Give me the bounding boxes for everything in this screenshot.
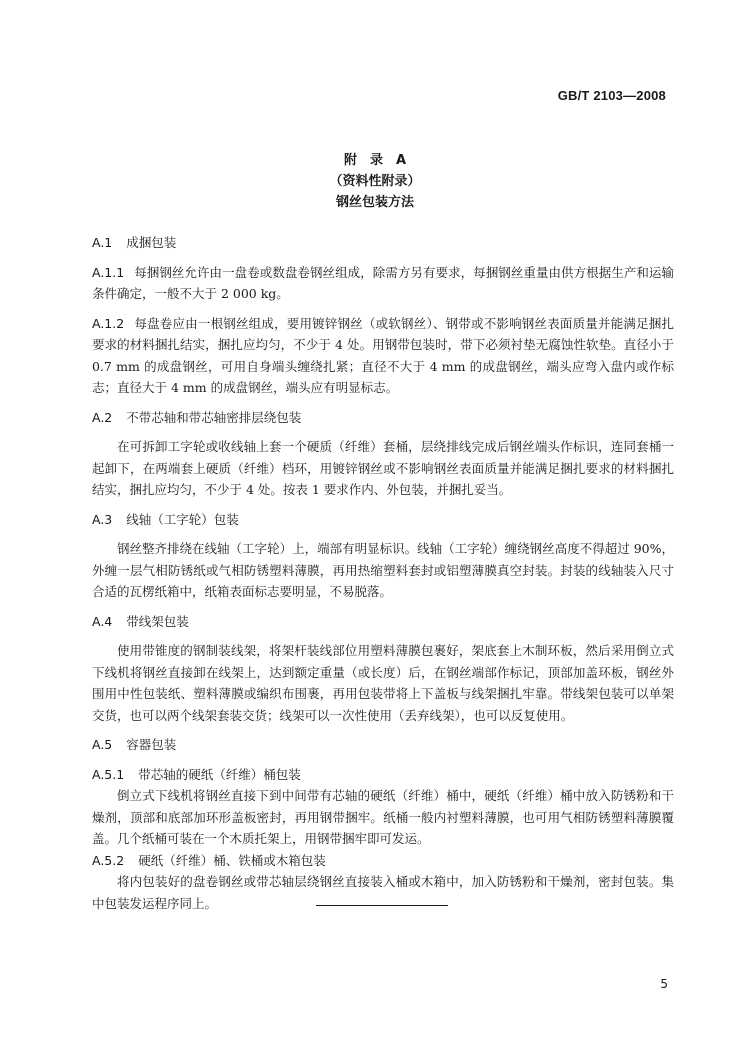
section-title: 不带芯轴和带芯轴密排层绕包装: [126, 409, 302, 425]
section-title: 成捆包装: [126, 235, 177, 250]
clause-text: 每盘卷应由一根钢丝组成，要用镀锌钢丝（或软钢丝）、钢带或不影响钢丝表面质量并能满足捆扎要求的材料捆扎结实，捆扎应均匀，不少于 4 处。用钢带包装时，带下必须衬垫无腐蚀性软垫。直径小于 0.7 mm 的成盘钢丝，可用自身端头缠绕扎紧；直径不大于 4 mm 的成盘钢丝，端头应弯入盘内或作标志；直径大于 4 mm 的成盘钢丝，端头应有明显标志。: [92, 315, 674, 395]
clause-a11: [92, 262, 674, 305]
section-number: A.4: [92, 613, 113, 629]
clause-number: A.5.2: [92, 852, 125, 868]
section-number: A.1: [92, 235, 113, 250]
clause-title: 带芯轴的硬纸（纤维）桶包装: [138, 766, 301, 782]
clause-title: 硬纸（纤维）桶、铁桶或木箱包装: [138, 852, 326, 868]
end-rule: [316, 905, 448, 906]
section-a2-text: 在可拆卸工字轮或收线轴上套一个硬质（纤维）套桶，层绕排线完成后钢丝端头作标识，连同套桶一起卸下，在两端套上硬质（纤维）档环，用镀锌钢丝或不影响钢丝表面质量并能满足捆扎要求的材料捆扎结实，捆扎应均匀，不少于 4 处。按表 1 要求作内、外包装，并捆扎妥当。: [92, 439, 674, 497]
section-number: A.5: [92, 737, 113, 752]
section-heading-a2: [92, 407, 674, 429]
clause-a51-text: 倒立式下线机将钢丝直接下到中间带有芯轴的硬纸（纤维）桶中，硬纸（纤维）桶中放入防锈粉和干燥剂，顶部和底部加环形盖板密封，再用钢带捆牢。纸桶一般内衬塑料薄膜，也可用气相防锈塑料薄膜覆盖。几个纸桶可装在一个木质托架上，用钢带捆牢即可发运。: [92, 788, 674, 846]
section-number: A.3: [92, 511, 113, 527]
section-title: 线轴（工字轮）包装: [126, 511, 239, 527]
page-number: 5: [660, 977, 668, 991]
document-body: [92, 232, 674, 922]
section-heading-a4: [92, 611, 674, 633]
appendix-type: （资料性附录）: [329, 174, 421, 189]
clause-heading-a52: [92, 850, 674, 872]
section-a3-text: 钢丝整齐排绕在线轴（工字轮）上，端部有明显标识。线轴（工字轮）缠绕钢丝高度不得超过 90%，外缠一层气相防锈纸或气相防锈塑料薄膜，再用热缩塑料套封或铝塑薄膜真空封装。封装的线轴装入尺寸合适的瓦楞纸箱中，纸箱表面标志要明显，不易脱落。: [92, 541, 674, 599]
section-heading-a5: [92, 734, 674, 756]
section-heading-a1: [92, 232, 674, 254]
section-title: 带线架包装: [126, 613, 189, 629]
clause-number: A.1.2: [92, 315, 125, 331]
section-title: 容器包装: [126, 737, 177, 752]
section-number: A.2: [92, 409, 113, 425]
clause-heading-a51: [92, 764, 674, 786]
standard-code: GB/T 2103—2008: [557, 88, 666, 103]
clause-a52-text: 将内包装好的盘卷钢丝或带芯轴层绕钢丝直接装入桶或木箱中，加入防锈粉和干燥剂，密封包装。集中包装发运程序同上。: [92, 874, 674, 911]
appendix-subject: 钢丝包装方法: [335, 195, 414, 210]
clause-number: A.5.1: [92, 766, 125, 782]
clause-text: 每捆钢丝允许由一盘卷或数盘卷钢丝组成，除需方另有要求，每捆钢丝重量由供方根据生产和运输条件确定，一般不大于 2 000 kg。: [92, 264, 674, 301]
section-a4-text: 使用带锥度的钢制装线架，将架杆装线部位用塑料薄膜包裹好，架底套上木制环板，然后采用倒立式下线机将钢丝直接卸在线架上，达到额定重量（或长度）后，在钢丝端部作标记，顶部加盖环板，钢丝外围用中性包装纸、塑料薄膜或编织布围裹，再用包装带将上下盖板与线架捆扎牢靠。带线架包装可以单架交货，也可以两个线架套装交货；线架可以一次性使用（丢弃线架），也可以反复使用。: [92, 643, 674, 723]
clause-number: A.1.1: [92, 264, 125, 280]
clause-a12: [92, 313, 674, 399]
appendix-heading: [0, 150, 750, 213]
appendix-title: 附 录 A: [343, 153, 407, 168]
section-heading-a3: [92, 509, 674, 531]
